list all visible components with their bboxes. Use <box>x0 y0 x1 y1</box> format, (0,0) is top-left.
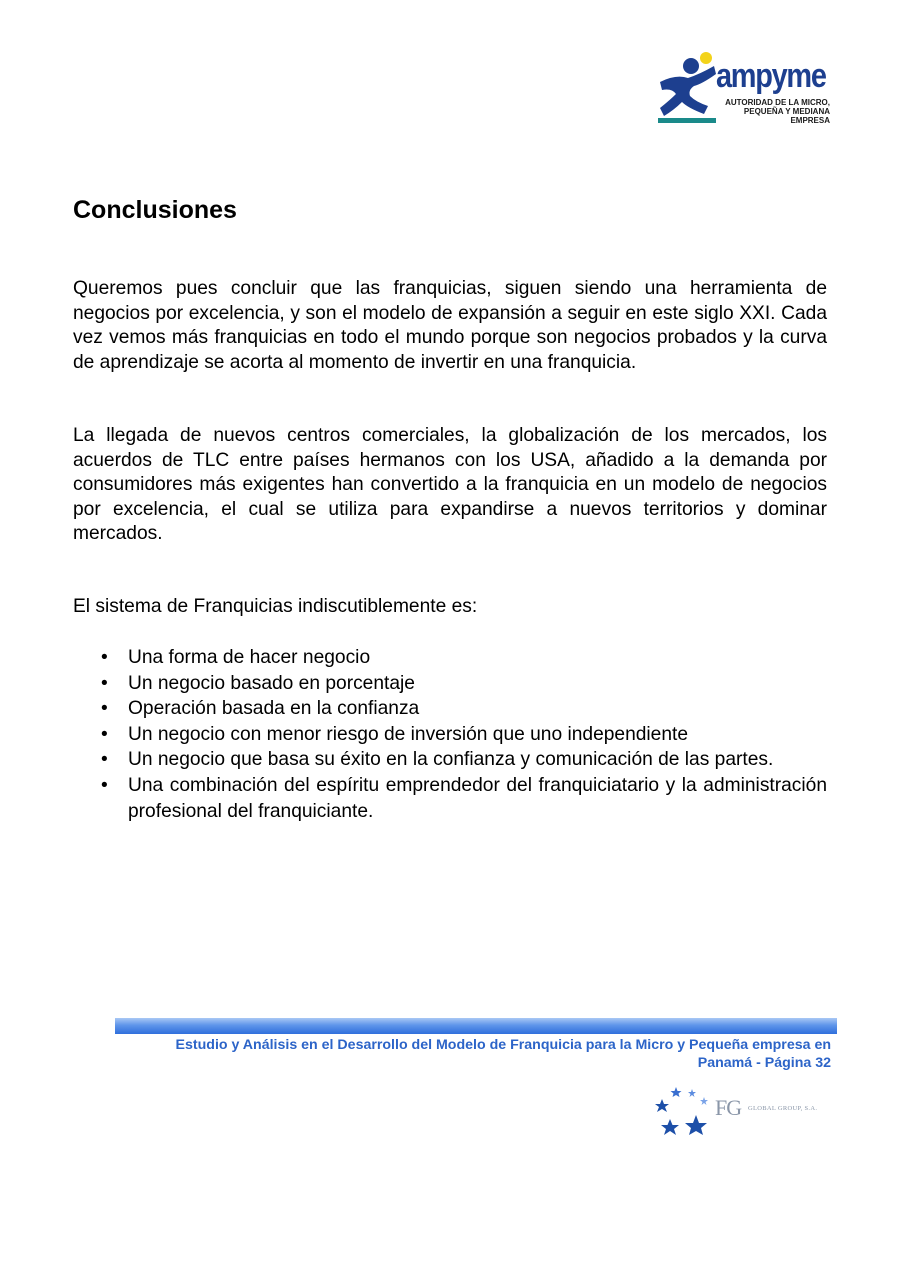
list-item <box>73 722 827 748</box>
page-title: Conclusiones <box>73 196 237 224</box>
list-item <box>73 645 827 671</box>
bullet-icon: • <box>101 698 108 720</box>
ampyme-subtitle-line2: PEQUEÑA Y MEDIANA EMPRESA <box>743 107 830 125</box>
bullet-list <box>73 645 827 824</box>
ampyme-subtitle-line1: AUTORIDAD DE LA MICRO, <box>725 98 830 107</box>
ampyme-subtitle <box>714 98 830 125</box>
fg-global-group-logo <box>652 1085 822 1137</box>
star-ring-icon <box>652 1085 716 1137</box>
ampyme-figure-icon <box>658 52 718 124</box>
footer-caption <box>120 1036 831 1072</box>
list-item <box>73 747 827 773</box>
ampyme-logo <box>658 52 830 124</box>
list-item-text: Una combinación del espíritu emprendedor del franquiciatario y la administración profesional del franquiciante. <box>128 774 827 822</box>
ampyme-wordmark: ampyme <box>716 57 826 95</box>
bullet-icon: • <box>101 723 108 745</box>
list-item <box>73 671 827 697</box>
list-item-text: Un negocio con menor riesgo de inversión que uno independiente <box>128 723 689 745</box>
bullet-icon: • <box>101 749 108 771</box>
bullet-icon: • <box>101 774 108 796</box>
list-item <box>73 773 827 824</box>
list-intro: El sistema de Franquicias indiscutiblemente es: <box>73 596 478 617</box>
paragraph-2: La llegada de nuevos centros comerciales, la globalización de los mercados, los acuerdos de TLC entre países hermanos con los USA, añadido a la demanda por consumidores más exigentes han convertido a la franquicia en un modelo de negocios por excelencia, el cual se utiliza para expandirse a nuevos territorios y dominar mercados. <box>73 425 827 545</box>
fg-logo-subtitle: GLOBAL GROUP, S.A. <box>748 1105 818 1112</box>
footer-line-2: Panamá - Página 32 <box>697 1055 831 1071</box>
paragraph-1: Queremos pues concluir que las franquicias, siguen siendo una herramienta de negocios por excelencia, y son el modelo de expansión a seguir en este siglo XXI. Cada vez vemos más franquicias en todo el mundo porque son negocios probados y la curva de aprendizaje se acorta al momento de invertir en una franquicia. <box>73 278 827 373</box>
list-item-text: Una forma de hacer negocio <box>128 647 371 668</box>
fg-logo-text: FG <box>715 1095 742 1120</box>
footer-bar <box>115 1018 837 1034</box>
list-item-text: Un negocio basado en porcentaje <box>128 672 415 694</box>
footer-line-1: Estudio y Análisis en el Desarrollo del Modelo de Franquicia para la Micro y Pequeña empresa en <box>175 1037 831 1053</box>
list-item <box>73 696 827 722</box>
list-item-text: Operación basada en la confianza <box>128 698 420 720</box>
list-item-text: Un negocio que basa su éxito en la confianza y comunicación de las partes. <box>128 749 774 771</box>
bullet-icon: • <box>101 647 108 668</box>
bullet-icon: • <box>101 672 108 694</box>
